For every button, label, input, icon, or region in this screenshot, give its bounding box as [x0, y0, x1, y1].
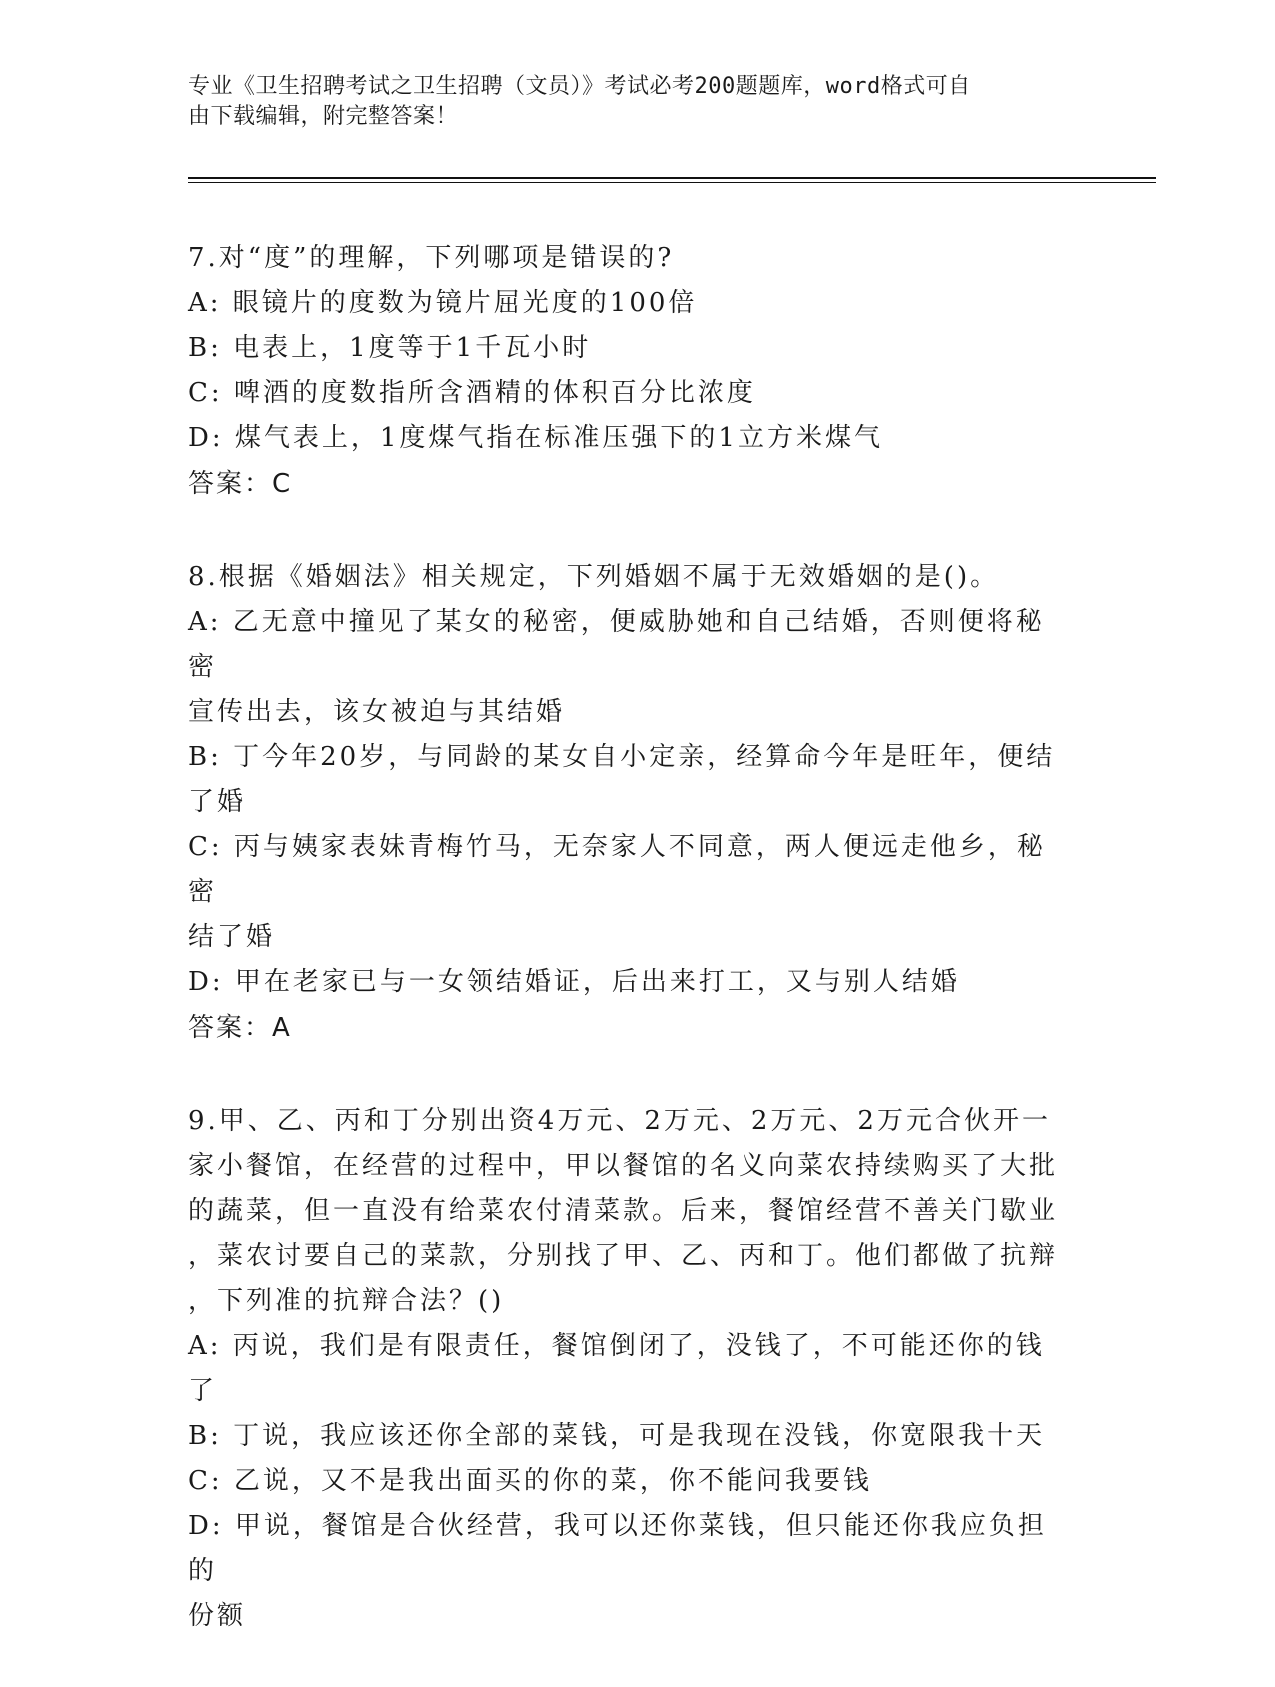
option-b: B: 丁说，我应该还你全部的菜钱，可是我现在没钱，你宽限我十天 — [188, 1421, 1046, 1451]
option-c: C: 啤酒的度数指所含酒精的体积百分比浓度 — [188, 378, 756, 408]
option-c: C: 丙与姨家表妹青梅竹马，无奈家人不同意，两人便远走他乡，秘密 — [188, 832, 1046, 907]
question-block — [188, 236, 1068, 507]
header-divider-thin — [188, 182, 1156, 183]
option-a: A: 乙无意中撞见了某女的秘密，便威胁她和自己结婚，否则便将秘密 — [188, 607, 1045, 682]
option-d: D: 煤气表上，1度煤气指在标准压强下的1立方米煤气 — [188, 423, 883, 453]
document-header — [188, 72, 1068, 132]
option-b: 了婚 — [188, 787, 247, 817]
option-d: D: 甲说，餐馆是合伙经营，我可以还你菜钱，但只能还你我应负担的 — [188, 1511, 1047, 1586]
option-a: A: 丙说，我们是有限责任，餐馆倒闭了，没钱了，不可能还你的钱了 — [188, 1331, 1045, 1406]
option-b: B: 丁今年20岁，与同龄的某女自小定亲，经算命今年是旺年，便结 — [188, 742, 1056, 772]
question-list — [188, 236, 1068, 1687]
question-stem: 9.甲、乙、丙和丁分别出资4万元、2万元、2万元、2万元合伙开一 — [188, 1106, 1051, 1136]
question-block — [188, 1099, 1068, 1639]
header-divider-thick — [188, 177, 1156, 179]
header-line-2: 由下载编辑，附完整答案！ — [188, 104, 459, 129]
option-d: D: 甲在老家已与一女领结婚证，后出来打工，又与别人结婚 — [188, 967, 960, 997]
option-d: 份额 — [188, 1601, 247, 1631]
question-stem: 8.根据《婚姻法》相关规定，下列婚姻不属于无效婚姻的是()。 — [188, 562, 1000, 592]
answer-label: 答案：C — [188, 469, 293, 499]
option-a: 宣传出去，该女被迫与其结婚 — [188, 697, 566, 727]
question-stem: ，菜农讨要自己的菜款，分别找了甲、乙、丙和丁。他们都做了抗辩 — [188, 1241, 1059, 1271]
question-stem: 7.对“度”的理解，下列哪项是错误的? — [188, 243, 675, 273]
question-stem: 的蔬菜，但一直没有给菜农付清菜款。后来，餐馆经营不善关门歇业 — [188, 1196, 1059, 1226]
question-stem: 家小餐馆，在经营的过程中，甲以餐馆的名义向菜农持续购买了大批 — [188, 1151, 1059, 1181]
option-c: C: 乙说，又不是我出面买的你的菜，你不能问我要钱 — [188, 1466, 872, 1496]
option-a: A: 眼镜片的度数为镜片屈光度的100倍 — [188, 288, 698, 318]
option-c: 结了婚 — [188, 922, 276, 952]
answer-label: 答案：A — [188, 1013, 292, 1043]
option-b: B: 电表上，1度等于1千瓦小时 — [188, 333, 592, 363]
question-block — [188, 555, 1068, 1051]
header-line-1: 专业《卫生招聘考试之卫生招聘（文员）》考试必考200题题库，word格式可自 — [188, 74, 971, 99]
question-stem: ，下列准的抗辩合法？() — [188, 1286, 505, 1316]
